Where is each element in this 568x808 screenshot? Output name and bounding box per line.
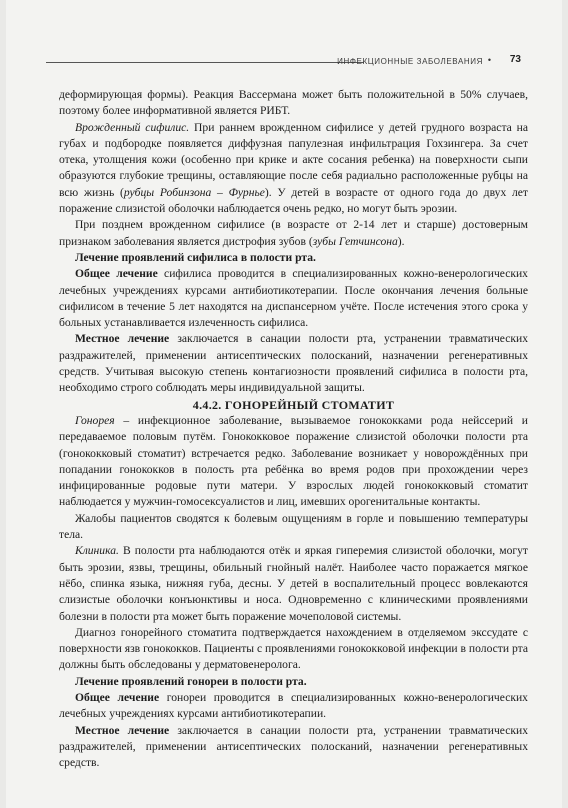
page-number: 73 <box>509 54 521 65</box>
term-local-treatment: Местное лечение <box>75 723 170 737</box>
heading-text: Лечение проявлений сифилиса в полости рта. <box>75 250 316 264</box>
term-gonorrhea: Гонорея <box>75 413 115 427</box>
paragraph-text: – инфекционное заболевание, вызываемое гонококками рода нейссерий и передаваемое половым путём. Гонококковое поражение слизистой оболочки полости рта (гонококковый стоматит) встречается редко. Заболевание возникает у новорождённых при попадании гонококков в полость рта ребёнка во время родов при прохождении через инфицированные родовые пути матери. У взрослых людей гонококковый стоматит наблюдается у мужчин-гомосексуалистов и лиц, имевших орогенитальные контакты. <box>59 413 528 509</box>
header-bullet: • <box>487 55 491 65</box>
paragraph-late-syphilis <box>59 217 528 250</box>
heading-gonorrhea-treatment <box>59 674 528 690</box>
paragraph-text: В полости рта наблюдаются отёк и яркая гиперемия слизистой оболочки, могут быть эрозии, язвы, трещины, обильный гнойный налёт. Наиболее часто поражается мягкое нёбо, спинка языка, нижняя губа, десны. У детей в воспалительный процесс вовлекаются слизистые оболочки конъюнктивы и носа. Одновременно с клиническими проявлениями болезни в полости рта может быть поражение мочеполовой системы. <box>59 544 528 623</box>
paragraph-text: При раннем врожденном сифилисе у детей грудного возраста на губах и подбородке появляется диффузная папулезная инфильтрация Гохзингера. За счет отека, утолщения кожи (особенно при крике и акте сосания ребенка) на поверхности сыпи образуются глубокие трещины, оставляющие после себя радиально расположенные рубцы на всю жизнь ( <box>59 120 528 199</box>
paragraph-text: ). <box>397 234 405 248</box>
term-hutchinson-teeth: зубы Гетчинсона <box>312 234 398 248</box>
header-section-label: ИНФЕКЦИОННЫЕ ЗАБОЛЕВАНИЯ <box>337 57 483 66</box>
paragraph-local-treatment-1 <box>59 331 528 396</box>
header-rule <box>46 62 364 63</box>
paragraph-text: заключается в санации полости рта, устранении травматических раздражителей, применении антисептических полосканий, назначении регенеративных средств. <box>59 723 528 770</box>
section-title: 4.4.2. ГОНОРЕЙНЫЙ СТОМАТИТ <box>192 397 395 412</box>
term-congenital-syphilis: Врожденный сифилис. <box>75 120 190 134</box>
paragraph-general-treatment-1 <box>59 266 528 331</box>
heading-syphilis-treatment <box>59 250 528 266</box>
paragraph-complaints: Жалобы пациентов сводятся к болевым ощущениям в горле и повышению температуры тела. <box>59 511 528 542</box>
heading-text: Лечение проявлений гонореи в полости рта. <box>75 674 307 688</box>
term-general-treatment: Общее лечение <box>75 690 160 704</box>
paragraph-text: сифилиса проводится в специализированных кожно-венерологических лечебных учреждениях курсами антибиотикотерапии. После окончания лечения больные сифилисом в течение 5 лет находятся на диспансерном учёте. После истечения этого срока у больных устанавливается излеченность сифилиса. <box>59 267 528 330</box>
paragraph-diagnosis: Диагноз гонорейного стоматита подтверждается нахождением в отделяемом экссудате с поверхности язв гонококков. Пациенты с проявлениями гонококковой инфекции в полости рта должны быть обследованы у дерматовенеролога. <box>59 625 528 672</box>
paragraph-continuation: деформирующая формы). Реакция Вассермана может быть положительной в 50% случаев, поэтому более информативной является РИБТ. <box>59 88 528 118</box>
term-clinic: Клиника. <box>75 544 119 558</box>
term-robinson-fournier: рубцы Робинзона – Фурнье <box>123 185 265 199</box>
paragraph-text: При позднем врожденном сифилисе (в возрасте от 2-14 лет и старше) достоверным признаком заболевания является дистрофия зубов ( <box>59 218 528 248</box>
paragraph-congenital-syphilis <box>59 120 528 218</box>
paragraph-text: заключается в санации полости рта, устранении травматических раздражителей, применении антисептических полосканий, назначении регенеративных средств. Учитывая высокую степень контагиозности проявлений сифилиса в полости рта, необходимо строго соблюдать меры индивидуальной защиты. <box>59 332 528 395</box>
term-local-treatment: Местное лечение <box>75 332 170 346</box>
page-body <box>59 87 528 771</box>
paragraph-clinic <box>59 543 528 624</box>
paragraph-local-treatment-2 <box>59 723 528 772</box>
term-general-treatment: Общее лечение <box>75 267 158 281</box>
paragraph-general-treatment-2 <box>59 690 528 723</box>
paragraph-text: гонореи проводится в специализированных кожно-венерологических лечебных учреждениях курсами антибиотикотерапии. <box>59 690 528 721</box>
book-page <box>6 0 562 808</box>
paragraph-gonorrhea-intro <box>59 413 528 511</box>
running-header <box>46 50 521 70</box>
paragraph-text: ). У детей в возрасте от одного года до двух лет поражение слизистой оболочки наблюдается очень редко, но могут быть эрозии. <box>59 185 528 216</box>
